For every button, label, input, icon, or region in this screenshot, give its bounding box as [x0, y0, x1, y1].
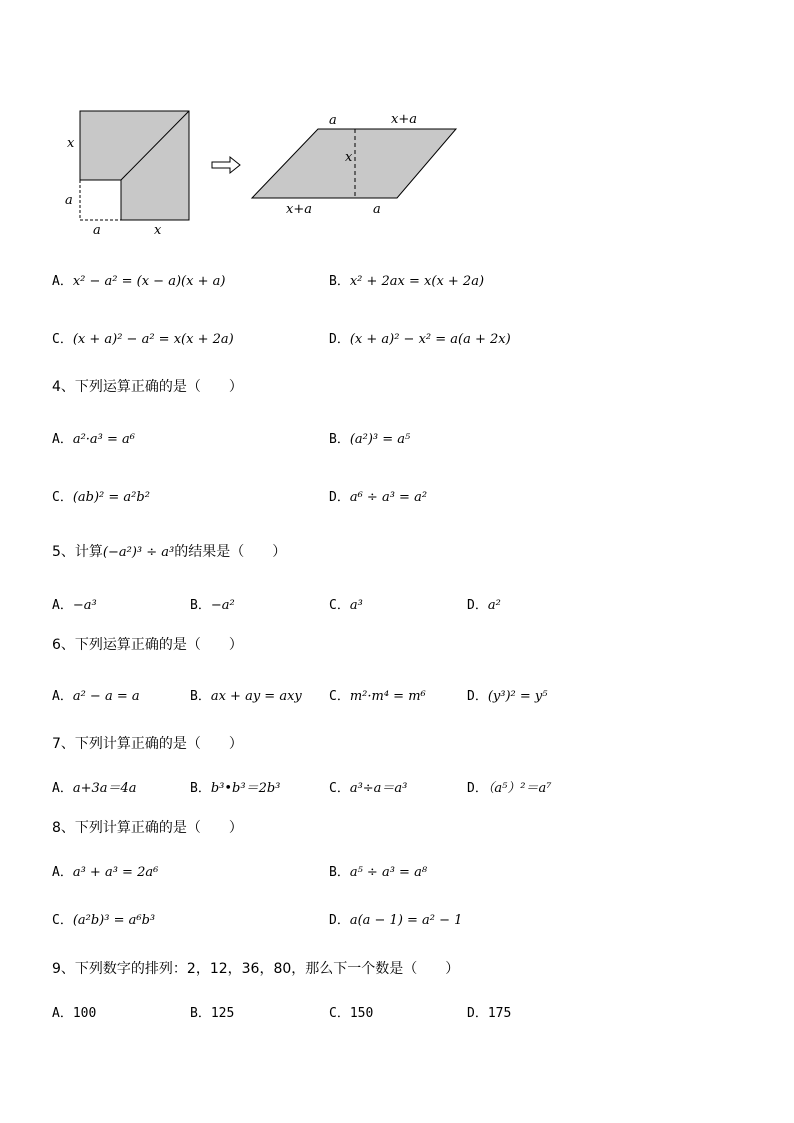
geometry-figure [0, 100, 794, 240]
option-label: B． [190, 598, 211, 613]
option-formula: a³÷a＝a³ [349, 781, 408, 796]
q8-option-d[interactable] [329, 909, 462, 928]
option-formula: (a²b)³ = a⁶b³ [72, 913, 156, 928]
q7-option-d[interactable] [467, 777, 551, 796]
option-formula: x² + 2ax = x(x + 2a) [349, 274, 485, 289]
q6-title: 6、下列运算正确的是（ ） [52, 637, 243, 653]
square-cut-figure [65, 111, 189, 238]
option-label: A． [52, 689, 73, 704]
option-formula: (x + a)² − x² = a(a + 2x) [349, 332, 511, 347]
arrow-right-icon [212, 157, 240, 173]
option-label: A． [52, 781, 73, 796]
option-formula: −a² [210, 598, 235, 613]
option-label: C． [329, 598, 350, 613]
option-formula: a+3a＝4a [72, 781, 137, 796]
option-formula: x² − a² = (x − a)(x + a) [72, 274, 226, 289]
option-formula: (y³)² = y⁵ [487, 689, 548, 704]
option-label: D． [329, 490, 350, 505]
q9-title: 9、下列数字的排列：2，12，36，80，那么下一个数是（ ） [52, 961, 460, 977]
q8-option-b[interactable] [329, 861, 427, 880]
q8-option-c[interactable] [52, 909, 155, 928]
option-label: C． [52, 913, 73, 928]
option-formula: ax + ay = axy [210, 689, 302, 704]
q5-option-c[interactable] [329, 594, 363, 613]
option-label: B． [329, 865, 350, 880]
option-label: D． [467, 781, 488, 796]
q9-option-a[interactable]: A．100 [52, 1006, 97, 1021]
option-label: C． [52, 332, 73, 347]
option-formula: (ab)² = a²b² [72, 490, 150, 505]
parallelogram-figure [252, 112, 456, 217]
option-label: B． [329, 274, 350, 289]
option-label: A． [52, 432, 73, 447]
label-a-top: a [329, 113, 337, 128]
option-label: C． [329, 781, 350, 796]
label-x-bottom: x [154, 223, 162, 238]
option-label: B． [190, 781, 211, 796]
q4-option-d[interactable] [329, 486, 427, 505]
q7-option-c[interactable] [329, 777, 407, 796]
label-xa-top: x+a [391, 112, 417, 127]
option-label: A． [52, 865, 73, 880]
label-a-bottom-right: a [373, 202, 381, 217]
q4-title: 4、下列运算正确的是（ ） [52, 379, 243, 395]
label-x-left: x [67, 136, 75, 151]
option-formula: a⁶ ÷ a³ = a² [349, 490, 428, 505]
q6-option-c[interactable] [329, 685, 426, 704]
label-x-height: x [345, 150, 353, 165]
option-formula: a² [487, 598, 501, 613]
label-a-bottom: a [93, 223, 101, 238]
q9-option-b[interactable]: B．125 [190, 1006, 235, 1021]
q5-title-prefix: 5、计算 [52, 544, 103, 560]
q4-option-c[interactable] [52, 486, 150, 505]
option-formula: −a³ [72, 598, 97, 613]
q7-option-b[interactable] [190, 777, 280, 796]
option-label: D． [329, 332, 350, 347]
option-formula: a³ [349, 598, 363, 613]
option-formula: （a⁵）²＝a⁷ [487, 781, 552, 796]
option-formula: a²·a³ = a⁶ [72, 432, 136, 447]
option-label: B． [190, 689, 211, 704]
q9-option-c[interactable]: C．150 [329, 1006, 374, 1021]
q5-title [52, 541, 286, 561]
label-xa-bottom: x+a [286, 202, 312, 217]
q6-option-b[interactable] [190, 685, 302, 704]
option-label: D． [467, 598, 488, 613]
option-label: B． [329, 432, 350, 447]
q7-title: 7、下列计算正确的是（ ） [52, 736, 243, 752]
q3-option-c[interactable] [52, 328, 234, 347]
option-label: A． [52, 598, 73, 613]
q9-option-d[interactable]: D．175 [467, 1006, 512, 1021]
q8-title: 8、下列计算正确的是（ ） [52, 820, 243, 836]
q6-option-d[interactable] [467, 685, 547, 704]
option-label: C． [329, 689, 350, 704]
q6-option-a[interactable] [52, 685, 140, 704]
option-formula: (x + a)² − a² = x(x + 2a) [72, 332, 234, 347]
option-label: D． [467, 689, 488, 704]
q7-option-a[interactable] [52, 777, 137, 796]
q4-option-a[interactable] [52, 428, 135, 447]
option-formula: a² − a = a [72, 689, 140, 704]
q5-option-a[interactable] [52, 594, 97, 613]
option-label: D． [329, 913, 350, 928]
label-a-left: a [65, 193, 73, 208]
q3-option-d[interactable] [329, 328, 511, 347]
option-label: C． [52, 490, 73, 505]
option-formula: (a²)³ = a⁵ [349, 432, 411, 447]
q5-title-suffix: 的结果是（ ） [174, 544, 287, 560]
q5-option-d[interactable] [467, 594, 501, 613]
option-formula: a(a − 1) = a² − 1 [349, 913, 463, 928]
q5-title-formula: (−a²)³ ÷ a³ [102, 545, 175, 560]
q3-option-b[interactable] [329, 270, 484, 289]
q5-option-b[interactable] [190, 594, 235, 613]
option-label: A． [52, 274, 73, 289]
option-formula: a³ + a³ = 2a⁶ [72, 865, 159, 880]
option-formula: m²·m⁴ = m⁶ [349, 689, 426, 704]
q4-option-b[interactable] [329, 428, 410, 447]
q3-option-a[interactable] [52, 270, 225, 289]
q8-option-a[interactable] [52, 861, 158, 880]
option-formula: a⁵ ÷ a³ = a⁸ [349, 865, 428, 880]
option-formula: b³•b³＝2b³ [210, 781, 281, 796]
